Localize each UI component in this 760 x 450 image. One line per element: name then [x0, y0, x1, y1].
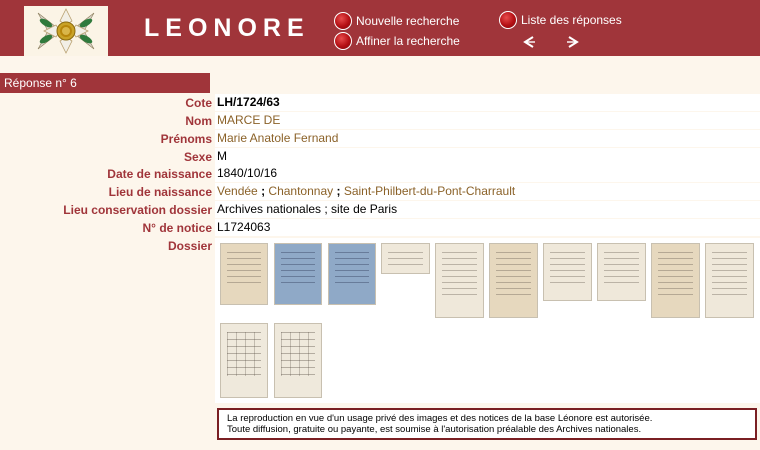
cote-prefix: LH/ — [217, 95, 237, 109]
row-cote — [0, 94, 760, 112]
refine-search-label: Affiner la recherche — [356, 34, 460, 48]
dossier-thumbnail[interactable] — [543, 243, 592, 301]
dossier-thumbnail[interactable] — [651, 243, 700, 318]
value-lieu-conservation: Archives nationales ; site de Paris — [215, 201, 760, 218]
value-nom — [215, 112, 760, 129]
dossier-thumbnail[interactable] — [597, 243, 646, 301]
lieu-localite-link[interactable]: Saint-Philbert-du-Pont-Charrault — [343, 184, 516, 198]
dossier-thumbnail[interactable] — [220, 323, 268, 398]
dossier-thumbnails — [215, 238, 760, 403]
lieu-separator: ; — [261, 184, 266, 198]
dossier-thumbnail[interactable] — [435, 243, 484, 318]
value-sexe: M — [215, 148, 760, 165]
nom-link[interactable]: MARCE DE — [217, 113, 281, 127]
value-cote — [215, 94, 760, 111]
value-date-naissance: 1840/10/16 — [215, 165, 760, 182]
label-notice: N° de notice — [142, 221, 212, 235]
label-sexe: Sexe — [183, 150, 212, 164]
label-cote: Cote — [185, 96, 212, 110]
row-date-naissance — [0, 165, 760, 183]
dossier-thumbnail[interactable] — [328, 243, 376, 305]
next-arrow-icon[interactable] — [566, 35, 580, 53]
legion-honneur-logo[interactable] — [24, 6, 108, 56]
cote-suffix: /63 — [263, 95, 280, 109]
label-prenoms: Prénoms — [160, 132, 212, 146]
label-date-naissance: Date de naissance — [107, 167, 212, 181]
usage-notice-line-1: La reproduction en vue d'un usage privé des images et des notices de la base Léonore est autorisée. — [227, 413, 653, 424]
header-banner — [0, 0, 760, 56]
value-lieu-naissance — [215, 183, 760, 200]
dossier-thumbnail[interactable] — [274, 243, 322, 305]
row-sexe — [0, 148, 760, 166]
red-bullet-icon — [499, 11, 517, 29]
row-prenoms — [0, 130, 760, 148]
prenoms-link[interactable]: Marie Anatole Fernand — [217, 131, 339, 145]
label-lieu-conservation: Lieu conservation dossier — [63, 203, 212, 217]
row-notice — [0, 219, 760, 237]
row-lieu-naissance — [0, 183, 760, 201]
usage-notice — [217, 408, 757, 440]
label-dossier: Dossier — [167, 239, 212, 253]
value-notice: L1724063 — [215, 219, 760, 236]
lieu-commune-link[interactable]: Chantonnay — [268, 184, 334, 198]
lieu-separator: ; — [336, 184, 341, 198]
label-nom: Nom — [185, 114, 212, 128]
refine-search-link[interactable] — [334, 32, 460, 50]
dossier-thumbnail[interactable] — [489, 243, 538, 318]
answer-list-link[interactable] — [499, 11, 622, 29]
site-title: LEONORE — [144, 14, 310, 42]
label-lieu-naissance: Lieu de naissance — [108, 185, 212, 199]
usage-notice-line-2: Toute diffusion, gratuite ou payante, est soumise à l'autorisation préalable des Archives nationales. — [227, 424, 642, 435]
answer-number-bar: Réponse n° 6 — [0, 73, 210, 93]
dossier-thumbnail[interactable] — [705, 243, 754, 318]
row-lieu-conservation — [0, 201, 760, 219]
dossier-thumbnail[interactable] — [274, 323, 322, 398]
red-bullet-icon — [334, 12, 352, 30]
dossier-thumbnail[interactable] — [220, 243, 268, 305]
new-search-link[interactable] — [334, 12, 459, 30]
dossier-thumbnail[interactable] — [381, 243, 430, 274]
previous-arrow-icon[interactable] — [522, 35, 536, 53]
new-search-label: Nouvelle recherche — [356, 14, 460, 28]
lieu-departement-link[interactable]: Vendée — [217, 184, 258, 198]
medal-icon — [26, 7, 106, 55]
red-bullet-icon — [334, 32, 352, 50]
row-nom — [0, 112, 760, 130]
value-prenoms — [215, 130, 760, 147]
answer-list-label: Liste des réponses — [521, 13, 622, 27]
cote-main: 1724 — [236, 95, 264, 109]
